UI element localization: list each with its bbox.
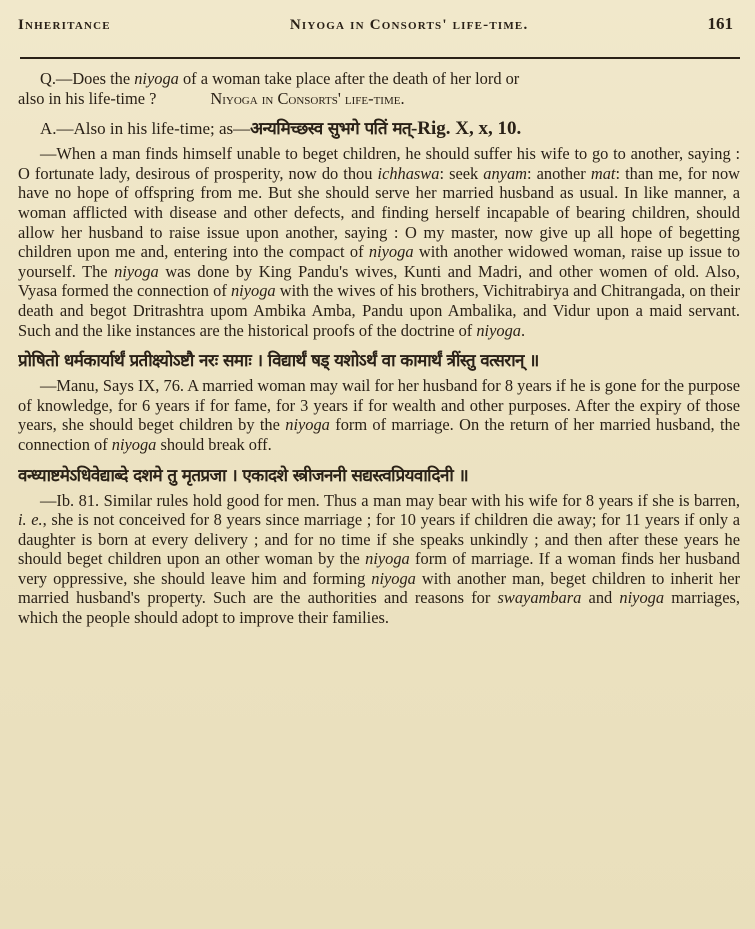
header-rule [20, 57, 740, 59]
p1-text-8: . [520, 320, 526, 340]
running-header [18, 14, 739, 35]
p1-term-niyoga-3: niyoga [230, 281, 276, 301]
question-text-line2: also in his life-time ? [18, 88, 157, 108]
p3-term-niyoga-2: niyoga [371, 568, 416, 588]
question-text-start: Q.—Does the [40, 69, 135, 88]
paragraph-manu-81 [18, 491, 740, 628]
question-text-end: of a woman take place after the death of her lord or [178, 69, 520, 88]
p1-term-niyoga-4: niyoga [476, 320, 521, 340]
question-term: niyoga [134, 69, 179, 88]
answer-text: A.—Also in his life-time; as— [40, 119, 251, 139]
paragraph-rigveda-commentary [18, 144, 740, 340]
question-paragraph [18, 69, 740, 89]
p3-term-swayambara: swayambara [497, 588, 582, 608]
p1-term-anyam: anyam [483, 163, 527, 183]
header-chapter-title: Niyoga in Consorts' life-time. [289, 17, 529, 33]
p1-text-3: : another [526, 163, 591, 183]
p1-text-5: with another widowed woman, raise up issue to yourself. The [18, 242, 740, 281]
header-section-title: Inheritance [18, 17, 111, 33]
sanskrit-verse-manu-76: प्रोषितो धर्मकार्यार्थं प्रतीक्ष्योऽष्टौ नरः समाः । विद्यार्थं षड् यशोऽर्थं वा कामार्थं त्रींस्तु वत्सरान् ॥ [18, 351, 539, 372]
p3-text-3: form of marriage. If a woman finds her husband very oppressive, she should leave him and forming [18, 549, 740, 588]
p1-text-6: was done by King Pandu's wives, Kunti and Madri, and other women of old. Also, Vyasa formed the connection of [18, 261, 740, 301]
page-number: 161 [707, 14, 733, 33]
p2-term-niyoga-1: niyoga [285, 415, 330, 435]
page-body [18, 69, 740, 628]
answer-paragraph [18, 118, 740, 140]
sanskrit-verse-manu-81: वन्ध्याष्टमेऽधिवेद्याब्दे दशमे तु मृतप्रजा । एकादशे स्त्रीजननी सद्यस्त्वप्रियवादिनी ॥ [18, 465, 469, 486]
p2-term-niyoga-2: niyoga [111, 434, 157, 454]
p3-text-5: and [581, 588, 620, 608]
p3-text-1: —Ib. 81. Similar rules hold good for men. Thus a man may bear with his wife for 8 years if she is barren, [40, 490, 740, 510]
p1-text-7: with the wives of his brothers, Vichitrabirya and Chitrangada, on their death and begot Dritrashtra upom Ambika Amba, Pandu upon Ambalika, and Vidur upon a maid servant. Such and the like instances are the historical proofs of the doctrine of [18, 281, 740, 340]
p3-term-ie: i. e. [18, 510, 43, 530]
p2-text-1: —Manu, Says IX, 76. A married woman may wail for her husband for 8 years if he is gone for the purpose of knowledge, for 6 years if for fame, for 3 years if for wealth and other purposes. After the expiry of those years, she should beget children by the [18, 376, 740, 435]
p2-text-2: form of marriage. On the return of her married husband, the connection of [18, 415, 740, 454]
p3-text-2: , she is not conceived for 8 years since marriage ; for 10 years if children die away; for 11 years if only a daughter is born at every delivery ; and for no time if she speaks unkindly ; and then after these years he should beget children upon an other woman by the [18, 510, 741, 569]
p2-text-3: should break off. [156, 434, 272, 454]
p1-term-mat: mat [590, 163, 616, 183]
p1-text-1: —When a man finds himself unable to beget children, he should suffer his wife to go to another, saying : O fortunate lady, desirous of prosperity, now do thou [18, 144, 740, 183]
p3-term-niyoga-3: niyoga [619, 588, 665, 608]
p1-term-niyoga-1: niyoga [368, 242, 414, 262]
p3-text-6: marriages, which the people should adopt to improve their families. [18, 588, 740, 628]
p3-text-4: with another man, beget children to inherit her married husband's property. Such are the authorities and reasons for [18, 568, 740, 608]
paragraph-manu-76 [18, 376, 740, 454]
p1-text-2: : seek [439, 163, 484, 183]
p1-text-4: : than me, for now have no hope of offspring from me. But she should serve her married husband as usual. In like manner, a woman afflicted with disease and other defects, and finding herself incapable of bearing children, should allow her husband to raise issue upon another, saying : O my master, now give up all hope of begetting children upon me and, entering into the compact of [18, 163, 741, 262]
p1-term-niyoga-2: niyoga [114, 261, 159, 281]
marginal-sidenote: Niyoga in Consorts' life-time. [210, 88, 405, 108]
rigveda-reference: -Rig. X, x, 10. [410, 118, 522, 140]
p1-term-ichhaswa: ichhaswa [377, 163, 440, 183]
p3-term-niyoga-1: niyoga [365, 549, 410, 569]
rigveda-quote: अन्यमिच्छस्व सुभगे पतिं मत् [250, 119, 411, 140]
question-second-line [18, 89, 740, 109]
